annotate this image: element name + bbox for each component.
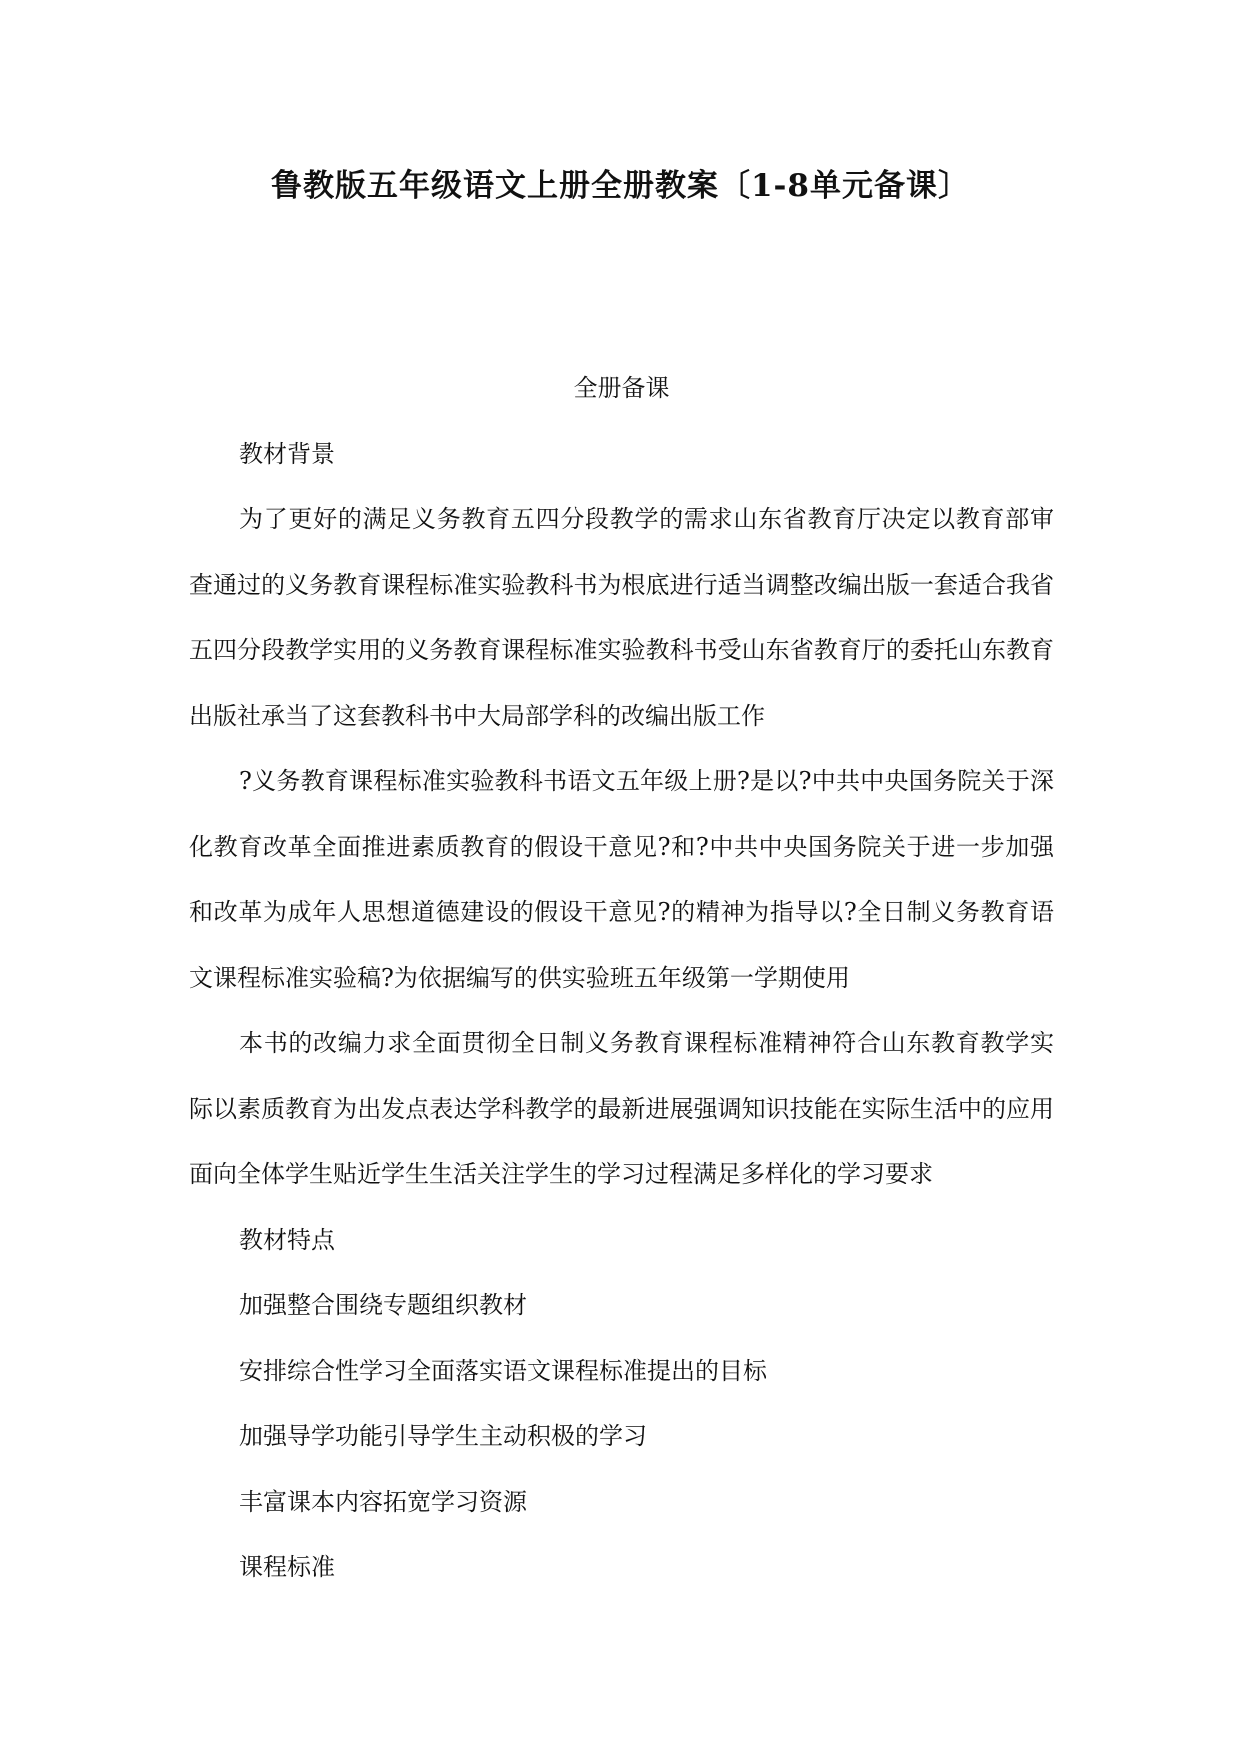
section-heading: 全册备课 [573,374,670,402]
feature-item-1: 加强整合围绕专题组织教材 [239,1291,527,1319]
paragraph-background-2: ?义务教育课程标准实验教科书语文五年级上册?是以?中共中央国务院关于深化教育改革全面推进素质教育的假设干意见?和?中共中央国务院关于进一步加强和改革为成年人思想道德建设的假设干意见?的精神为指导以?全日制义务教育语文课程标准实验稿?为依据编写的供实验班五年级第一学期使用 [189,767,1054,992]
feature-item-3: 加强导学功能引导学生主动积极的学习 [239,1422,647,1450]
paragraph-textbook-background-heading: 教材背景 [239,439,335,468]
feature-item-4: 丰富课本内容拓宽学习资源 [239,1487,527,1516]
paragraph-textbook-features-heading: 教材特点 [239,1225,335,1254]
document-body [189,356,1054,1601]
paragraph-background-3: 本书的改编力求全面贯彻全日制义务教育课程标准精神符合山东教育教学实际以素质教育为出发点表达学科教学的最新进展强调知识技能在实际生活中的应用面向全体学生贴近学生生活关注学生的学习过程满足多样化的学习要求 [189,1029,1054,1188]
paragraph-background-1: 为了更好的满足义务教育五四分段教学的需求山东省教育厅决定以教育部审查通过的义务教育课程标准实验教科书为根底进行适当调整改编出版一套适合我省五四分段教学实用的义务教育课程标准实验教科书受山东省教育厅的委托山东教育出版社承当了这套教科书中大局部学科的改编出版工作 [189,505,1054,730]
feature-item-2: 安排综合性学习全面落实语文课程标准提出的目标 [239,1356,767,1385]
document-title: 鲁教版五年级语文上册全册教案〔1-8单元备课〕 [270,168,970,204]
paragraph-curriculum-standard-heading: 课程标准 [239,1553,335,1581]
